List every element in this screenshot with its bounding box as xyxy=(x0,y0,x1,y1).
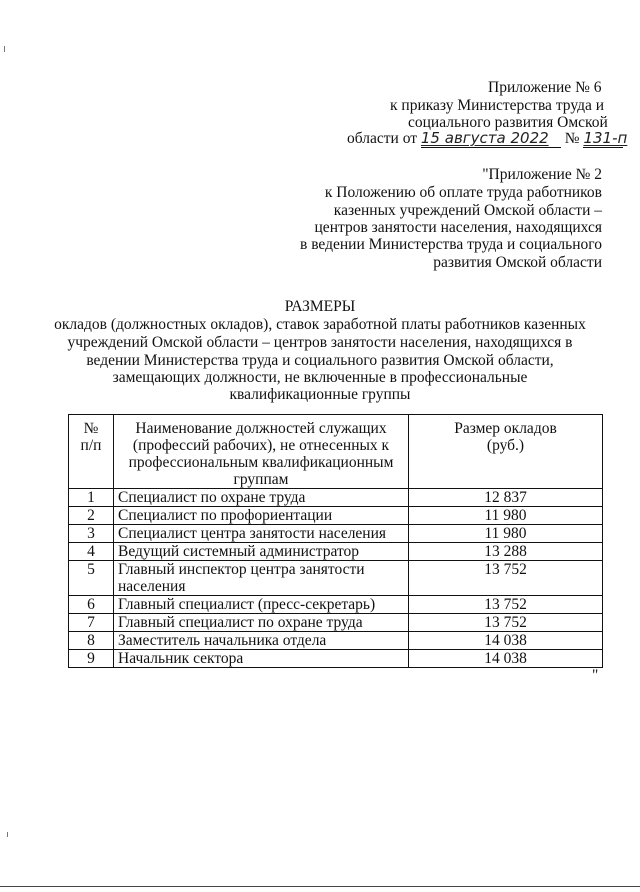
table-row xyxy=(69,525,603,543)
title-line-5: квалификационные группы xyxy=(229,386,411,403)
table-row xyxy=(69,543,603,561)
row-position: Главный специалист (пресс-секретарь) xyxy=(114,596,409,614)
row-salary: 11 980 xyxy=(409,525,603,543)
row-number: 6 xyxy=(69,596,114,614)
row-position: Специалист по профориентации xyxy=(114,507,409,525)
table-row xyxy=(69,489,603,507)
salary-table xyxy=(68,414,603,668)
inner-appendix-line-4: центров занятости населения, находящихся xyxy=(314,219,602,236)
row-salary: 12 837 xyxy=(409,489,603,507)
appendix-line-1: Приложение № 6 xyxy=(488,79,602,96)
header-salary-line-1: Размер окладов xyxy=(454,420,557,437)
appendix-date-prefix: области от xyxy=(347,130,418,147)
row-number: 3 xyxy=(69,525,114,543)
title-line-4: замещающих должности, не включенные в профессиональные xyxy=(112,369,528,386)
row-salary: 14 038 xyxy=(409,632,603,650)
header-number-line-2: п/п xyxy=(80,437,102,454)
inner-appendix-line-5: в ведении Министерства труда и социального xyxy=(300,236,602,253)
row-number: 2 xyxy=(69,507,114,525)
row-salary: 13 288 xyxy=(409,543,603,561)
table-header-row xyxy=(69,415,603,489)
title-line-3: ведении Министерства труда и социального развития Омской области, xyxy=(86,352,554,369)
handwritten-date: 15 августа 2022 xyxy=(420,129,549,147)
row-position-line-2: населения xyxy=(118,578,186,595)
row-number: 8 xyxy=(69,632,114,650)
header-position xyxy=(114,415,409,489)
row-number: 9 xyxy=(69,650,114,668)
row-salary: 14 038 xyxy=(409,650,603,668)
row-position: Начальник сектора xyxy=(114,650,409,668)
row-salary: 11 980 xyxy=(409,507,603,525)
inner-appendix-line-6: развития Омской области xyxy=(433,254,602,271)
closing-quote: " xyxy=(592,667,599,684)
row-number: 7 xyxy=(69,614,114,632)
row-position: Ведущий системный администратор xyxy=(114,543,409,561)
row-number: 1 xyxy=(69,489,114,507)
header-position-line-2: (профессий рабочих), не отнесенных к xyxy=(132,437,390,454)
row-position: Специалист по охране труда xyxy=(114,489,409,507)
header-salary-line-2: (руб.) xyxy=(486,437,525,454)
document-heading: РАЗМЕРЫ xyxy=(284,298,356,315)
row-position-line-1: Главный инспектор центра занятости xyxy=(118,561,365,578)
row-position: Заместитель начальника отдела xyxy=(114,632,409,650)
row-number: 4 xyxy=(69,543,114,561)
table-row xyxy=(69,632,603,650)
header-number xyxy=(69,415,114,489)
handwritten-number: 131-п xyxy=(583,129,628,147)
row-salary: 13 752 xyxy=(409,596,603,614)
header-position-line-3: профессиональным квалификационным xyxy=(128,454,394,471)
appendix-line-4 xyxy=(347,129,628,148)
row-number: 5 xyxy=(69,561,114,596)
inner-appendix-line-3: казенных учреждений Омской области – xyxy=(333,202,602,219)
row-position xyxy=(114,561,409,596)
header-position-line-1: Наименование должностей служащих xyxy=(135,420,387,437)
appendix-line-3: социального развития Омской xyxy=(408,114,608,131)
title-line-1: окладов (должностных окладов), ставок заработной платы работников казенных xyxy=(54,316,586,333)
header-position-line-4: группам xyxy=(233,471,289,488)
title-line-2: учреждений Омской области – центров занятости населения, находящихся в xyxy=(67,334,573,351)
inner-appendix-line-1: "Приложение № 2 xyxy=(482,166,602,183)
scan-bottom-edge xyxy=(0,886,640,887)
row-salary: 13 752 xyxy=(409,561,603,596)
appendix-line-2: к приказу Министерства труда и xyxy=(390,97,605,114)
row-position: Специалист центра занятости населения xyxy=(114,525,409,543)
table-row xyxy=(69,614,603,632)
table-row xyxy=(69,650,603,668)
header-number-line-1: № xyxy=(83,420,99,437)
table-row xyxy=(69,507,603,525)
row-salary: 13 752 xyxy=(409,614,603,632)
table-row xyxy=(69,596,603,614)
table-row xyxy=(69,561,603,596)
appendix-number-field xyxy=(583,129,628,148)
appendix-number-prefix: № xyxy=(564,130,580,147)
header-salary xyxy=(409,415,603,489)
scan-mark-top xyxy=(4,46,5,52)
scan-mark-bottom xyxy=(7,832,8,837)
appendix-date-field xyxy=(421,130,561,148)
row-position: Главный специалист по охране труда xyxy=(114,614,409,632)
inner-appendix-line-2: к Положению об оплате труда работников xyxy=(324,184,602,201)
